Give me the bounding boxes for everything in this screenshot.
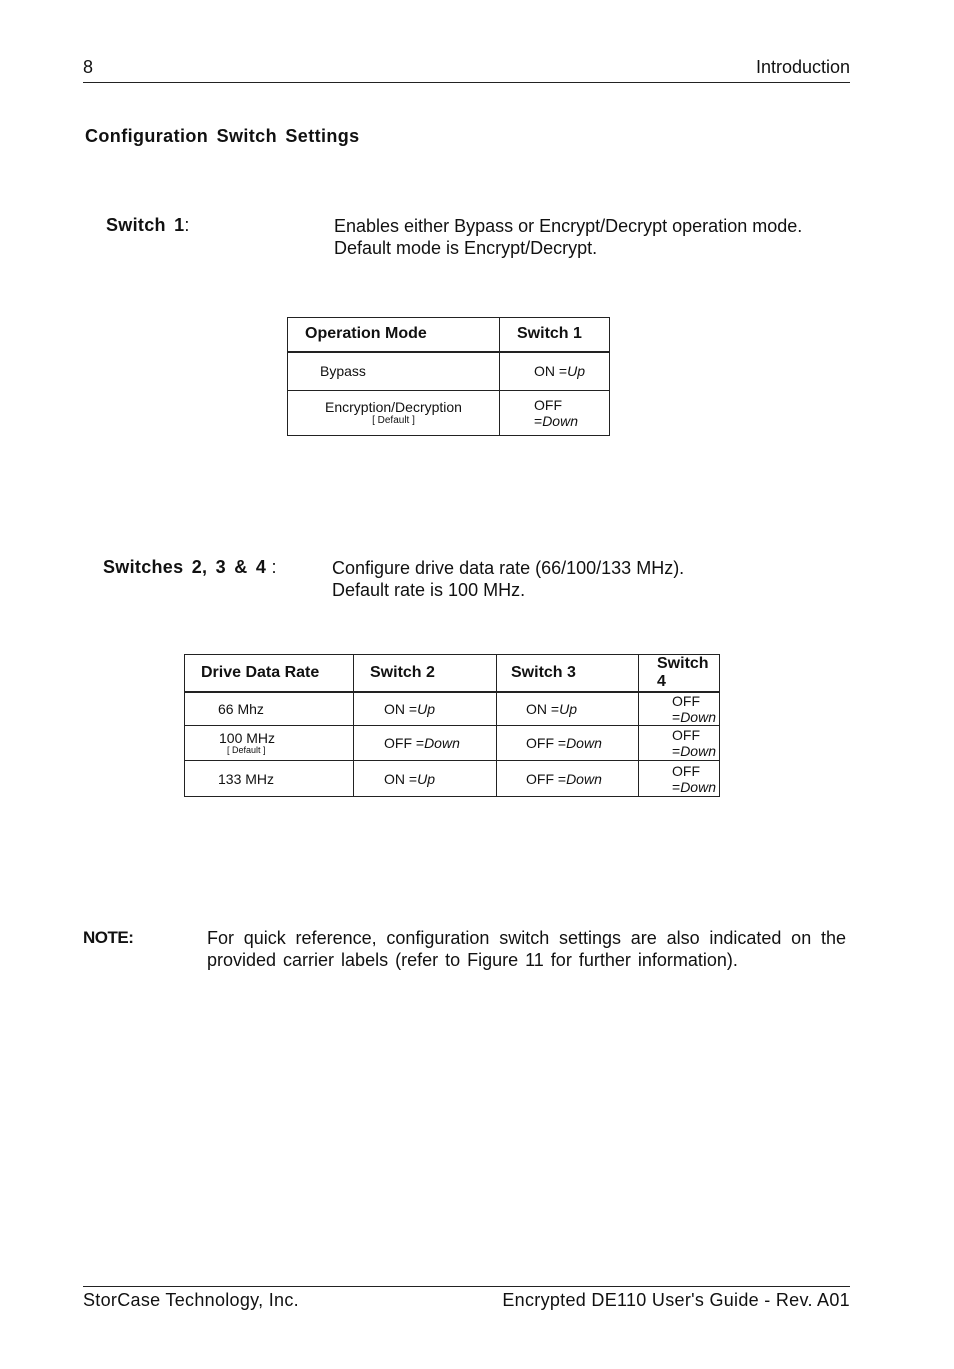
switch3-cell: ON =Up: [497, 692, 639, 726]
switch-setting-cell: ON =Up: [500, 352, 610, 391]
default-marker: [ Default ]: [372, 415, 415, 426]
switch-setting-cell: OFF =Down: [500, 391, 610, 436]
running-header: Introduction: [755, 57, 850, 77]
table-header-row: [288, 318, 610, 352]
switch3-cell: OFF =Down: [497, 726, 639, 761]
switch1-table: [287, 317, 610, 436]
switch4-cell: OFF =Down: [639, 692, 720, 726]
col-header-switch2: Switch 2: [354, 655, 497, 693]
note-text: For quick reference, configuration switch settings are also indicated on the provided carrier labels (refer to Figure 11 for further information).: [207, 928, 846, 970]
col-header-operation-mode: Operation Mode: [288, 318, 500, 352]
table-row: [185, 761, 720, 797]
switch1-label: Switch 1:: [106, 215, 190, 235]
switches234-table: [184, 654, 720, 797]
mode-cell: Bypass: [288, 352, 500, 391]
page-number: 8: [83, 57, 94, 77]
note-label: NOTE:: [83, 928, 134, 947]
switches234-description: Configure drive data rate (66/100/133 MHz). Default rate is 100 MHz.: [332, 558, 685, 600]
table-row: [185, 726, 720, 761]
switch1-description: Enables either Bypass or Encrypt/Decrypt operation mode. Default mode is Encrypt/Decrypt.: [334, 216, 803, 258]
footer-rule: [83, 1286, 850, 1287]
page-title: Configuration Switch Settings: [85, 126, 360, 146]
col-header-drive-data-rate: Drive Data Rate: [185, 655, 354, 693]
col-header-switch4: Switch 4: [639, 655, 720, 693]
switch3-cell: OFF =Down: [497, 761, 639, 797]
switches234-label: Switches 2, 3 & 4 :: [103, 557, 277, 577]
table-row: [288, 352, 610, 391]
mode-cell: Encryption/Decryption [ Default ]: [288, 391, 500, 436]
switch4-cell: OFF =Down: [639, 726, 720, 761]
switch2-cell: ON =Up: [354, 692, 497, 726]
default-marker: [ Default ]: [227, 744, 266, 755]
rate-cell: 133 MHz: [185, 761, 354, 797]
table-row: [185, 692, 720, 726]
table-header-row: [185, 655, 720, 693]
switch2-cell: ON =Up: [354, 761, 497, 797]
footer-document-title: Encrypted DE110 User's Guide - Rev. A01: [502, 1290, 850, 1310]
header-rule: [83, 82, 850, 83]
col-header-switch3: Switch 3: [497, 655, 639, 693]
footer-company: StorCase Technology, Inc.: [83, 1290, 299, 1310]
switch4-cell: OFF =Down: [639, 761, 720, 797]
table-row: [288, 391, 610, 436]
rate-cell: 66 Mhz: [185, 692, 354, 726]
switch2-cell: OFF =Down: [354, 726, 497, 761]
col-header-switch1: Switch 1: [500, 318, 610, 352]
rate-cell: 100 MHz [ Default ]: [185, 726, 354, 761]
